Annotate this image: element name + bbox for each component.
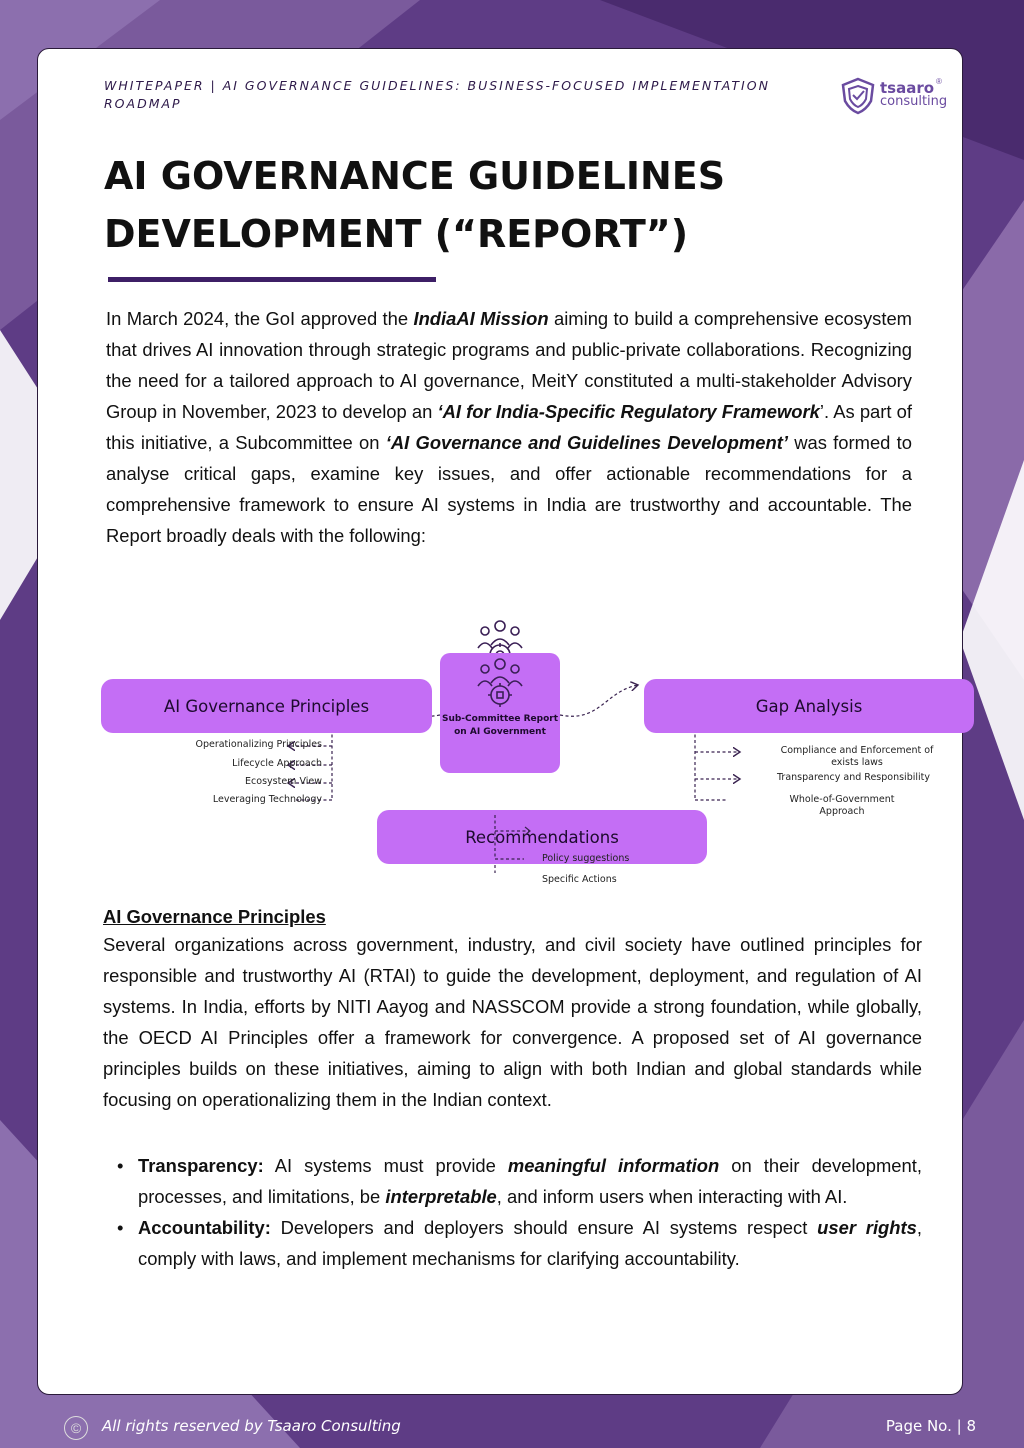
gap-item: Whole-of-Government Approach xyxy=(789,794,895,817)
intro-emphasis-3: ‘AI Governance and Guidelines Development’ xyxy=(385,432,788,453)
page-number: Page No. | 8 xyxy=(885,1417,976,1435)
logo-subtitle: consulting xyxy=(880,94,948,109)
bullet-emphasis: user rights xyxy=(817,1217,917,1238)
intro-emphasis-1: IndiaAI Mission xyxy=(413,308,549,329)
gap-analysis-pill: Gap Analysis xyxy=(644,679,974,733)
bullet-text: on their development, processes, and limitations, be xyxy=(138,1155,922,1207)
list-item xyxy=(103,1212,922,1274)
logo-registered-mark: ® xyxy=(936,77,942,86)
principles-list xyxy=(103,1150,922,1274)
company-logo xyxy=(840,77,950,115)
section-heading: AI Governance Principles xyxy=(103,906,326,927)
section-body: Several organizations across government, industry, and civil society have outlined principles for responsible and trustworthy AI (RTAI) to guide the development, deployment, and regulation of AI systems. In India, efforts by NITI Aayog and NASSCOM provide a strong foundation, while globally, the OECD AI Principles offer a framework for convergence. A proposed set of AI governance principles builds on these initiatives, aiming to align with both Indian and global standards while focusing on operationalizing them in the Indian context. xyxy=(103,934,922,1110)
principle-item: Lifecycle Approach xyxy=(232,758,322,769)
page-card xyxy=(37,48,963,1395)
recommendations-pill: Recommendations xyxy=(377,810,707,864)
footer-rights: All rights reserved by Tsaaro Consulting xyxy=(102,1417,401,1435)
bullet-text: AI systems must provide xyxy=(263,1155,508,1176)
intro-text-1: In March 2024, the GoI approved the xyxy=(106,308,414,329)
intro-emphasis-2: ‘AI for India-Specific Regulatory Framework xyxy=(437,401,820,422)
bullet-icon: • xyxy=(117,1155,124,1176)
bullet-text: Developers and deployers should ensure AI systems respect xyxy=(270,1217,818,1238)
bullet-text: , comply with laws, and implement mechanisms for clarifying accountability. xyxy=(138,1217,922,1269)
sub-committee-label: Sub-Committee Report on AI Government xyxy=(441,714,559,737)
bullet-emphasis: meaningful information xyxy=(507,1155,720,1176)
bullet-term: Accountability: xyxy=(138,1217,271,1238)
list-item xyxy=(103,1150,922,1212)
intro-text-4: was formed to analyse critical gaps, examine key issues, and offer actionable recommendations for a comprehensive framework to ensure AI systems in India are trustworthy and accountable. The Report broadly deals with the following: xyxy=(106,432,913,546)
intro-paragraph xyxy=(106,303,912,551)
principle-item: Leveraging Technology xyxy=(212,794,322,805)
copyright-icon: © xyxy=(64,1416,88,1440)
bullet-text: , and inform users when interacting with AI. xyxy=(496,1186,848,1207)
header-kicker: WHITEPAPER | AI GOVERNANCE GUIDELINES: BUSINESS-FOCUSED IMPLEMENTATION ROADMAP xyxy=(104,78,770,111)
page-title: AI GOVERNANCE GUIDELINES DEVELOPMENT (“REPORT”) xyxy=(104,154,726,256)
recommendation-item: Policy suggestions xyxy=(542,853,630,864)
principles-pill: AI Governance Principles xyxy=(101,679,432,733)
bullet-icon: • xyxy=(117,1217,124,1238)
intro-text-3: ’. As part of this initiative, a Subcommittee on xyxy=(106,401,913,453)
principle-item: Operationalizing Principles xyxy=(195,739,322,750)
sub-committee-box xyxy=(440,653,560,773)
bullet-emphasis: interpretable xyxy=(385,1186,497,1207)
shield-logo-icon xyxy=(840,77,876,115)
bullet-term: Transparency: xyxy=(138,1155,264,1176)
title-underline xyxy=(108,277,436,282)
principle-item: Ecosystem View xyxy=(245,776,322,787)
recommendation-connector xyxy=(492,813,572,863)
recommendation-item: Specific Actions xyxy=(542,874,617,885)
gap-item: Transparency and Responsibility xyxy=(777,772,930,783)
logo-name: tsaaro xyxy=(880,79,935,97)
team-gear-icon xyxy=(474,655,526,709)
gap-item: Compliance and Enforcement of exists laws xyxy=(780,745,934,768)
intro-text-2: aiming to build a comprehensive ecosystem that drives AI innovation through strategic programs and public-private collaborations. Recognizing the need for a tailored approach to AI governance, MeitY constituted a multi-stakeholder Advisory Group in November, 2023 to develop an xyxy=(106,308,912,422)
